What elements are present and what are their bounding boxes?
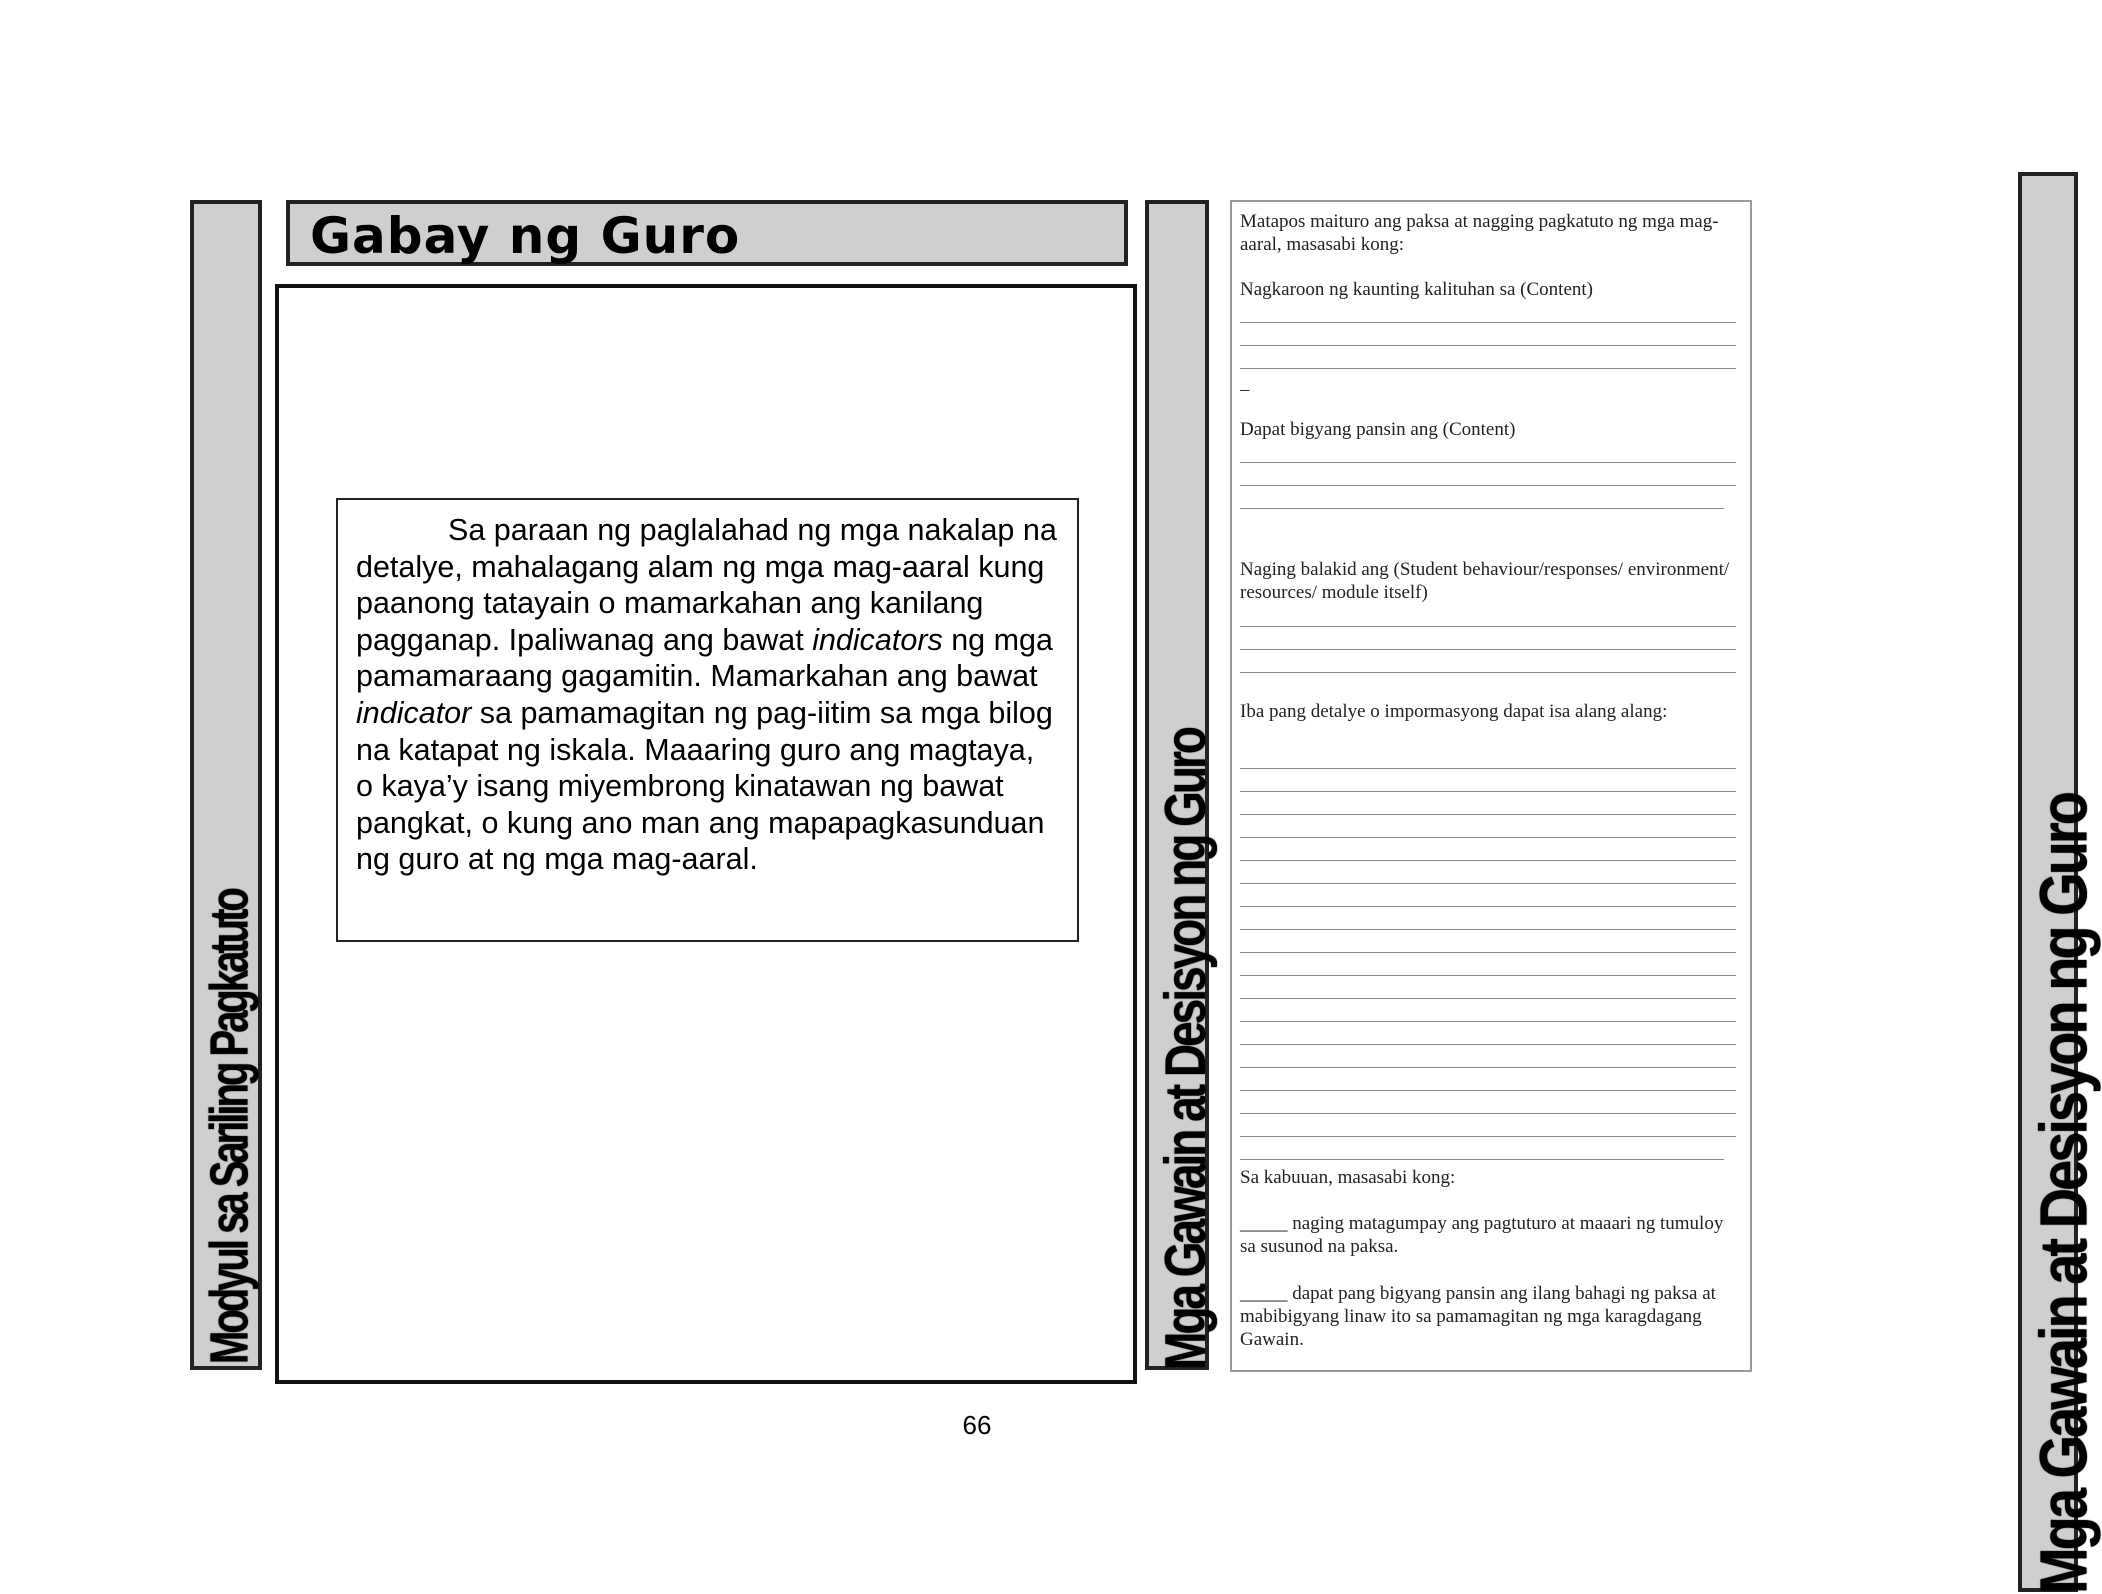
answer-line[interactable]	[1240, 952, 1736, 953]
answer-line[interactable]	[1240, 649, 1736, 650]
left-sidebar-banner	[190, 200, 262, 1370]
answer-line[interactable]	[1240, 791, 1736, 792]
answer-line[interactable]	[1240, 768, 1736, 769]
form-question-content-attention: Dapat bigyang pansin ang (Content)	[1240, 419, 1516, 440]
answer-line[interactable]	[1240, 998, 1736, 999]
answer-line[interactable]	[1240, 837, 1736, 838]
form-dash: –	[1240, 379, 1250, 400]
paragraph-text-1: Sa paraan ng paglalahad ng mga nakalap na detalye, mahalagang alam ng mga mag-aaral kung paanong tatayain o mamarkahan ang kanilang pagganap. Ipaliwanag ang bawat	[356, 513, 1057, 657]
page-title: Gabay ng Guro	[310, 207, 741, 265]
paragraph-italic-2: indicator	[356, 695, 472, 730]
answer-line[interactable]	[1240, 485, 1736, 486]
answer-line[interactable]	[1240, 1067, 1736, 1068]
form-summary: Sa kabuuan, masasabi kong:	[1240, 1167, 1456, 1188]
answer-line[interactable]	[1240, 1044, 1736, 1045]
page-number: 66	[962, 1410, 992, 1440]
middle-sidebar-banner	[1145, 200, 1218, 1370]
answer-line[interactable]	[1240, 462, 1736, 463]
answer-line[interactable]	[1240, 1113, 1736, 1114]
answer-line[interactable]	[1240, 345, 1736, 346]
answer-line[interactable]	[1240, 860, 1736, 861]
header-title-box	[286, 200, 1128, 266]
answer-line[interactable]	[1240, 1159, 1724, 1160]
form-option-successful[interactable]: _____ naging matagumpay ang pagtuturo at maaari ng tumuloy sa susunod na paksa.	[1240, 1213, 1724, 1257]
answer-line[interactable]	[1240, 814, 1736, 815]
answer-line[interactable]	[1240, 672, 1736, 673]
answer-line[interactable]	[1240, 626, 1736, 627]
answer-line[interactable]	[1240, 975, 1736, 976]
form-question-other-details: Iba pang detalye o impormasyong dapat isa alang alang:	[1240, 701, 1668, 722]
answer-line[interactable]	[1240, 929, 1736, 930]
answer-line[interactable]	[1240, 1136, 1736, 1137]
form-question-obstacles: Naging balakid ang (Student behaviour/responses/ environment/ resources/ module itself)	[1240, 559, 1730, 603]
right-sidebar-title: Mga Gawain at Desisyon ng Guro	[2025, 794, 2101, 1594]
form-option-needs-attention[interactable]: _____ dapat pang bigyang pansin ang ilang bahagi ng paksa at mabibigyang linaw ito sa pamamagitan ng mga karagdagang Gawain.	[1240, 1283, 1716, 1350]
right-sidebar-banner	[2018, 172, 2101, 1594]
middle-sidebar-title: Mga Gawain at Desisyon ng Guro	[1152, 728, 1218, 1370]
instruction-text-box	[336, 498, 1079, 942]
paragraph-italic-1: indicators	[812, 622, 943, 657]
answer-line[interactable]	[1240, 883, 1736, 884]
answer-line[interactable]	[1240, 368, 1736, 369]
teacher-reflection-form	[1230, 200, 1752, 1372]
paragraph-text-2: ng mga pamamaraang gagamitin. Mamarkahan ang bawat	[356, 622, 1053, 694]
answer-line[interactable]	[1240, 508, 1724, 509]
answer-line[interactable]	[1240, 322, 1736, 323]
paragraph-text-3: sa pamamagitan ng pag-iitim sa mga bilog na katapat ng iskala. Maaaring guro ang magtaya, o kaya’y isang miyembrong kinatawan ng bawat pangkat, o kung ano man ang mapapagkasunduan ng guro at ng mga mag-aaral.	[356, 695, 1053, 877]
answer-line[interactable]	[1240, 1090, 1736, 1091]
form-intro: Matapos maituro ang paksa at nagging pagkatuto ng mga mag-aaral, masasabi kong:	[1240, 211, 1719, 255]
answer-line[interactable]	[1240, 906, 1736, 907]
left-sidebar-title: Modyul sa Sariling Pagkatuto	[200, 890, 260, 1364]
form-question-content-confusion: Nagkaroon ng kaunting kalituhan sa (Content)	[1240, 279, 1594, 300]
answer-line[interactable]	[1240, 1021, 1736, 1022]
